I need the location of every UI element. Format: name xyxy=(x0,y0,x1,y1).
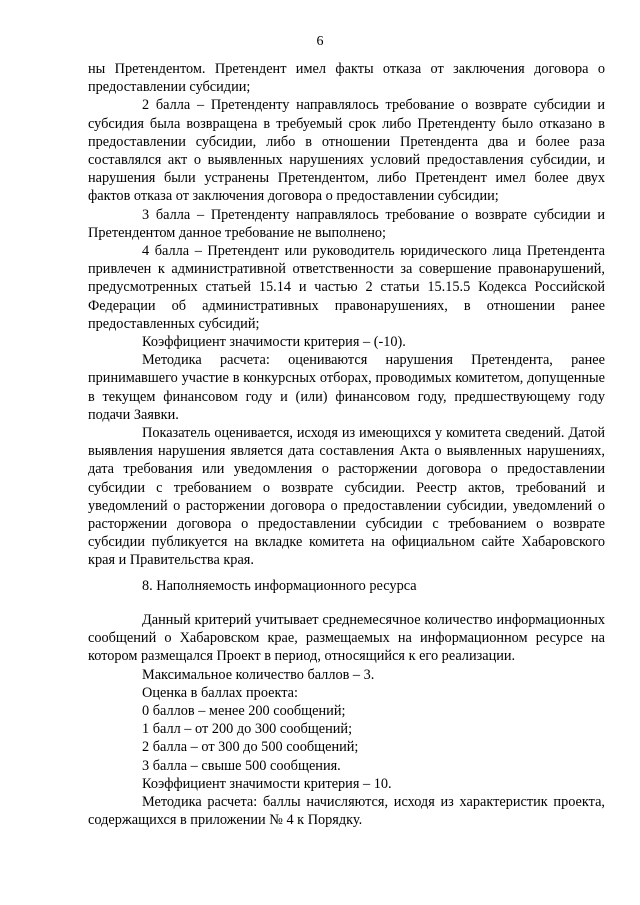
paragraph-score-2: 2 балла – Претенденту направлялось требование о возврате субсидии и субсидия была возвращена в требуемый срок либо Претенденту было отказано в предоставлении субсидии, либо в отношении Претендента два и более раза составлялся акт о выявленных нарушениях условий предоставления субсидии, и нарушения были устранены Претендентом, либо Претендент имел более двух фактов отказа от заключения договора о предоставлении субсидии; xyxy=(88,97,605,205)
paragraph-score-title: Оценка в баллах проекта: xyxy=(142,684,298,701)
paragraph-coefficient-2: Коэффициент значимости критерия – 10. xyxy=(142,775,392,792)
paragraph-criterion-description: Данный критерий учитывает среднемесячное количество информационных сообщений о Хабаровском крае, размещаемых на информационном ресурсе на котором размещался Проект в период, относящийся к его реализации. xyxy=(88,611,605,665)
paragraph-continuation: ны Претендентом. Претендент имел факты отказа от заключения договора о предоставлении субсидии; xyxy=(88,61,605,96)
paragraph-methodology-2: Методика расчета: баллы начисляются, исходя из характеристик проекта, содержащихся в приложении № 4 к Порядку. xyxy=(88,793,605,829)
paragraph-score-3: 3 балла – Претенденту направлялось требование о возврате субсидии и Претендентом данное требование не выполнено; xyxy=(88,206,605,241)
document-body xyxy=(88,60,605,829)
paragraph-methodology: Методика расчета: оцениваются нарушения Претендента, ранее принимавшего участие в конкурсных отборах, проводимых комитетом, допущенные в текущем финансовом году и (или) финансовом году, предшествующему году подачи Заявки. xyxy=(88,352,605,423)
score-item-3: 3 балла – свыше 500 сообщения. xyxy=(142,757,341,774)
section-heading: 8. Наполняемость информационного ресурса xyxy=(142,577,417,594)
score-item-2: 2 балла – от 300 до 500 сообщений; xyxy=(142,739,359,756)
score-item-1: 1 балл – от 200 до 300 сообщений; xyxy=(142,721,353,738)
score-item-0: 0 баллов – менее 200 сообщений; xyxy=(142,702,346,719)
paragraph-indicator: Показатель оценивается, исходя из имеющихся у комитета сведений. Датой выявления нарушения является дата составления Акта о выявленных нарушениях, дата требования или уведомления о расторжении договора о предоставлении субсидии с требованием о возврате субсидии. Реестр актов, требований и уведомлений о расторжении договора о предоставлении субсидии, уведомлений о расторжении договора о предоставлении субсидии с требованием о возврате субсидии публикуется на вкладке комитета на официальном сайте Хабаровского края и Правительства края. xyxy=(88,425,605,569)
paragraph-score-4: 4 балла – Претендент или руководитель юридического лица Претендента привлечен к административной ответственности за совершение правонарушений, предусмотренных статьей 15.14 и частью 2 статьи 15.15.5 Кодекса Российской Федерации об административных правонарушениях, в отношении ранее предоставленных субсидий; xyxy=(88,243,605,332)
paragraph-coefficient: Коэффициент значимости критерия – (-10). xyxy=(142,334,406,351)
paragraph-max-score: Максимальное количество баллов – 3. xyxy=(142,666,375,683)
page-number: 6 xyxy=(316,34,324,49)
